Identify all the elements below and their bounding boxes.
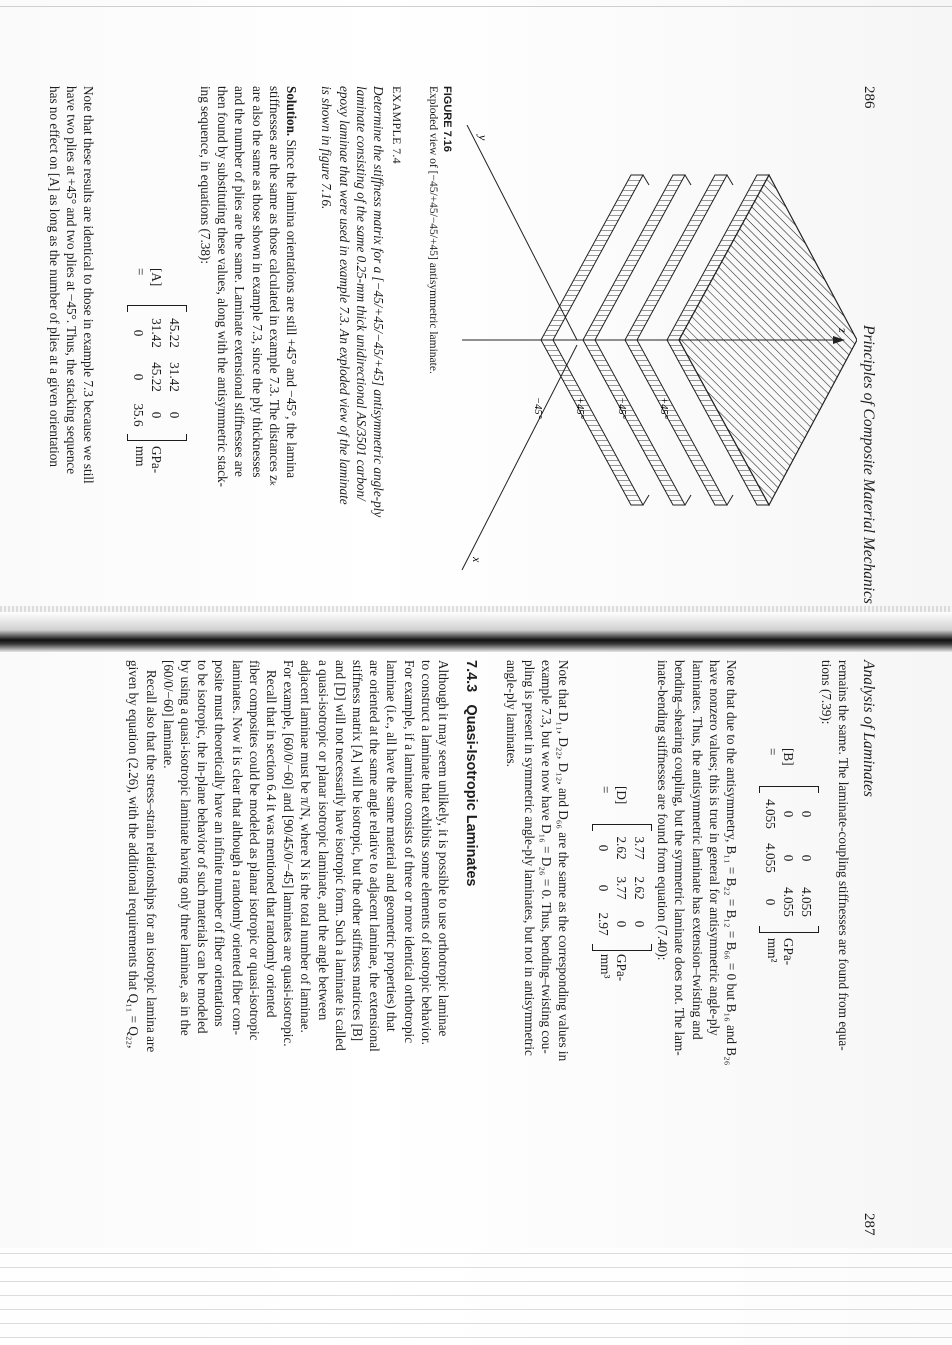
running-title: Principles of Composite Material Mechanics: [860, 325, 877, 604]
matrix-A-left-bracket: [127, 305, 187, 312]
intro-line: tions (7.39):: [818, 660, 834, 725]
solution-line: Since the lamina orientations are still +45° and −45°, the lamina: [284, 136, 299, 479]
x-axis-line: [462, 345, 577, 570]
matrix-B-cell: 0: [763, 898, 778, 906]
solution-line: ing sequence, in equations (7.38):: [197, 86, 213, 264]
section-line: given by equation (2.26), with the additional requirements that Q₁₁ = Q₂₂,: [126, 660, 142, 1049]
left-page: [0, 0, 952, 648]
section-line: by using a quasi-isotropic laminate having only three laminae, as in the: [177, 660, 193, 1036]
section-line: and [D] will not necessarily have isotropic form. Such a laminate is called: [332, 660, 348, 1051]
matrix-D-cell: 2.62: [632, 876, 647, 900]
running-title: Analysis of Laminates: [860, 660, 877, 797]
matrix-B-cell: 0: [781, 854, 796, 862]
note-line: has no effect on [A] as long as the number of plies at a given orientation: [46, 86, 62, 467]
matrix-A-cell: 45.22: [167, 318, 182, 348]
section-line: stiffness matrix [A] will be isotropic, but the other stiffness matrices [B]: [349, 660, 365, 1042]
matrix-A-label: [A] =: [133, 268, 164, 287]
note-d-line: Note that D₁₁, D₂₂, D₁₂, and D₆₆ are the same as the corresponding values in: [556, 660, 571, 1062]
example-line: epoxy laminae that were used in example 7.3. An exploded view of the laminate: [336, 86, 352, 505]
example-body: [318, 86, 387, 606]
example-line: Determine the stiffness matrix for a [−45/+45/−45/+45] antisymmetric angle-ply: [371, 86, 386, 518]
ply-label-3: −45°: [616, 397, 627, 419]
note-paragraph: [45, 86, 97, 606]
matrix-A-cell: 35.6: [131, 403, 146, 427]
matrix-B-cell: 4.055: [763, 843, 778, 873]
matrix-D-cell: 0: [596, 884, 611, 892]
section-line: are oriented at the same angle relative to adjacent laminae, the extensional: [367, 660, 383, 1052]
matrix-D-cell: 0: [632, 920, 647, 928]
solution-line: and the number of plies are the same. Laminate extensional stiffnesses are: [232, 86, 248, 477]
section-line: adjacent laminae must be π/N, where N is the total number of laminae.: [298, 660, 314, 1033]
solution-paragraph: [197, 86, 300, 606]
matrix-D-unit: GPa-mm³: [598, 954, 629, 982]
matrix-D-cell: 0: [596, 844, 611, 852]
figure-caption-text: Exploded view of [−45/+45/−45/+45] antisymmetric laminate.: [427, 86, 439, 374]
matrix-B-left-bracket: [759, 786, 819, 793]
x-axis-label: x: [470, 557, 484, 563]
section-line: to be isotropic, the in-plane behavior of such materials can be modeled: [195, 660, 211, 1034]
section-line: Recall that in section 6.4 it was mentioned that randomly oriented: [263, 660, 279, 1018]
section-line: fiber composites could be modeled as planar isotropic or quasi-isotropic: [246, 660, 262, 1041]
note-b-line: inate-bending stiffnesses are found from equation (7.40):: [655, 660, 671, 961]
matrix-D-cell: 3.77: [614, 876, 629, 900]
matrix-D-cell: 3.77: [632, 836, 647, 860]
matrix-D-right-bracket: [592, 944, 652, 951]
figure-7-16: [457, 125, 857, 575]
note-d-line: example 7.3, but we now have D₁₆ = D₂₆ = 0. Thus, bending–twisting cou-: [538, 660, 554, 1054]
example-label: EXAMPLE 7.4: [390, 86, 404, 164]
solution-line: then found by substituting these values, along with the antisymmetric stack-: [215, 86, 231, 488]
matrix-A-cell: 0: [131, 329, 146, 337]
matrix-D-cell: 2.97: [596, 912, 611, 936]
page-number: 286: [861, 86, 877, 109]
matrix-B-cell: 4.055: [799, 887, 814, 917]
ply-label-4: +45°: [658, 397, 669, 419]
matrix-B-label: [B] =: [765, 748, 796, 766]
section-line: [60/0/−60] laminate.: [160, 660, 176, 769]
matrix-A-cell: 0: [167, 411, 182, 419]
section-line: laminae (i.e., all have the same material and geometric properties) that: [384, 660, 400, 1032]
figure-caption: [426, 86, 454, 606]
matrix-D-cell: 2.62: [614, 836, 629, 860]
note-d-line: angle-ply laminates.: [504, 660, 520, 767]
section-line: For example, [60/0/−60] and [90/45/0/−45] laminates are quasi-isotropic.: [281, 660, 297, 1047]
example-line: is shown in figure 7.16.: [319, 86, 335, 210]
exploded-laminate-diagram: [457, 125, 857, 575]
note-b-paragraph: [654, 660, 740, 1230]
solution-lead: Solution.: [284, 86, 299, 137]
section-heading: [463, 660, 479, 886]
section-line: a quasi-isotropic or planar isotropic laminate, and the angle between: [315, 660, 331, 1021]
matrix-A-unit: GPa-mm: [133, 446, 164, 474]
matrix-A-cell: 45.22: [149, 362, 164, 392]
note-line: have two plies at +45° and two plies at −45°. Thus, the stacking sequence: [63, 86, 79, 475]
matrix-B-cell: 4.055: [763, 799, 778, 829]
matrix-B-right-bracket: [759, 926, 819, 933]
section-line: For example, if a laminate consists of three or more identical orthotropic: [401, 660, 417, 1044]
note-b-line: have nonzero values; this is true in general for antisymmetric angle-ply: [706, 660, 722, 1036]
matrix-A-cell: 0: [149, 411, 164, 419]
ply-label-1: −45°: [532, 397, 543, 419]
note-b-line: Note that due to the antisymmetry, B₁₁ = B₂₂ = B₁₂ = B₆₆ = 0 but B₁₆ and B₂₆: [724, 660, 739, 1066]
section-line: Recall also that the stress–strain relationships for an isotropic lamina are: [143, 660, 159, 1053]
solution-line: stiffnesses are the same as those calculated in example 7.3. The distances zₖ: [266, 86, 282, 487]
matrix-B-cell: 0: [799, 854, 814, 862]
matrix-A-cell: 0: [131, 373, 146, 381]
note-b-line: bending–shearing coupling, but the symmetric laminate does not. The lam-: [672, 660, 688, 1056]
matrix-A-cell: 31.42: [167, 362, 182, 392]
page-number: 287: [861, 1213, 877, 1236]
intro-paragraph: [818, 660, 852, 1230]
matrix-B-unit: GPa-mm²: [765, 938, 796, 966]
matrix-A-right-bracket: [127, 434, 187, 441]
section-body: [125, 660, 452, 1230]
section-line: posite must theoretically have an infinite number of fiber orientations: [212, 660, 228, 1027]
matrix-D-cell: 0: [614, 920, 629, 928]
section-line: to construct a laminate that exhibits some elements of isotropic behavior.: [418, 660, 434, 1045]
solution-line: are also the same as those shown in example 7.3, since the ply thicknesses: [249, 86, 265, 478]
figure-caption-label: FIGURE 7.16: [441, 86, 453, 153]
right-page: [0, 648, 952, 1345]
section-number: 7.4.3: [463, 660, 479, 693]
note-line: Note that these results are identical to those in example 7.3 because we still: [81, 86, 96, 484]
matrix-B-cell: 4.055: [781, 887, 796, 917]
ply-label-2: +45°: [574, 397, 585, 419]
matrix-A-cell: 31.42: [149, 318, 164, 348]
note-b-line: laminates. Thus, the antisymmetric laminate has extension–twisting and: [689, 660, 705, 1040]
intro-line: remains the same. The laminate-coupling stiffnesses are found from equa-: [836, 660, 851, 1051]
note-d-line: pling is present in symmetric angle-ply laminates, but not in antisymmetric: [521, 660, 537, 1056]
matrix-B-cell: 0: [781, 810, 796, 818]
section-line: Although it may seem unlikely, it is possible to use orthotropic laminae: [436, 660, 451, 1037]
section-line: laminates. Now it is clear that although a randomly oriented fiber com-: [229, 660, 245, 1035]
matrix-D-label: [D] =: [598, 786, 629, 805]
note-d-paragraph: [503, 660, 572, 1230]
matrix-B-cell: 0: [799, 810, 814, 818]
y-axis-label: y: [476, 135, 490, 141]
example-line: laminate consisting of the same 0.25-mm thick unidirectional AS/3501 carbon/: [353, 86, 369, 501]
section-title: Quasi-Isotropic Laminates: [463, 704, 479, 887]
